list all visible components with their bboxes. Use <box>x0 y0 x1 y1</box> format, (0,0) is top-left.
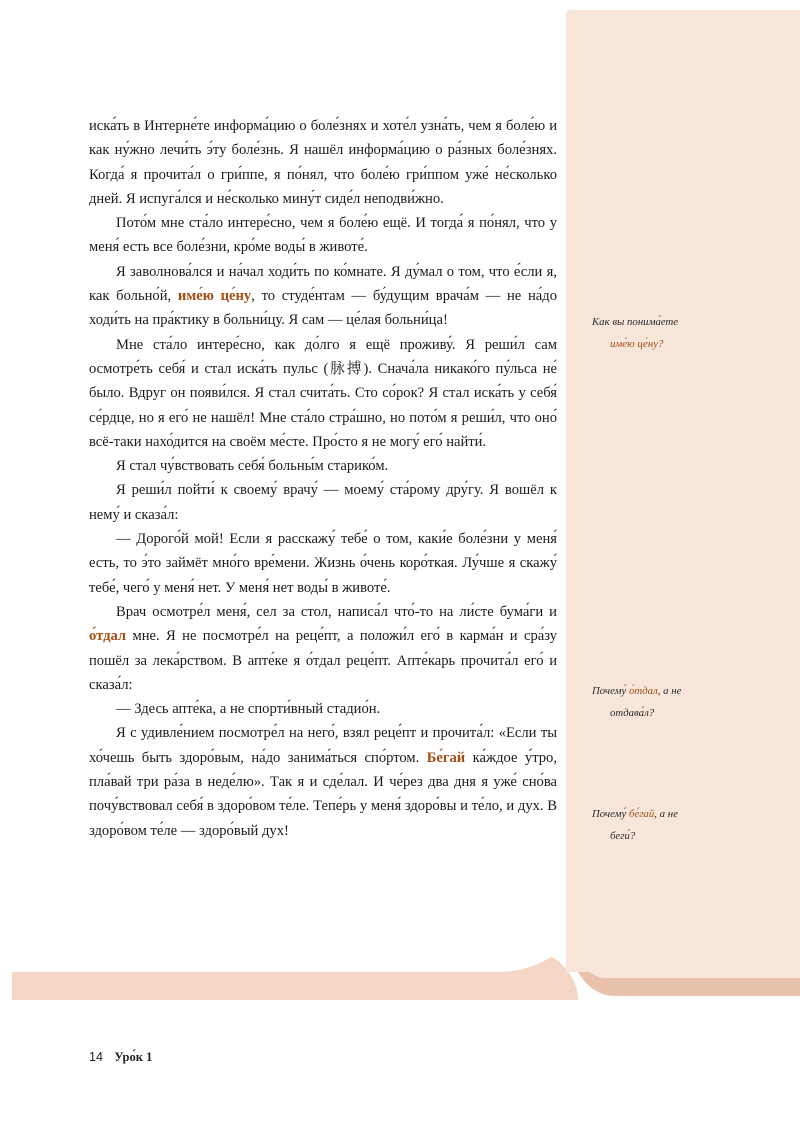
paragraph <box>89 454 557 478</box>
note-line <box>592 316 678 328</box>
note-accent-text: бе́гай <box>628 808 655 820</box>
bottom-band-cutout <box>12 900 578 972</box>
note-accent-text: име́ю це́ну? <box>610 338 664 350</box>
paragraph <box>89 333 557 454</box>
page-footer <box>89 1050 152 1065</box>
note-text: беги́? <box>610 830 636 842</box>
sidebar-curl <box>566 896 800 978</box>
note-line <box>592 825 678 847</box>
note-text: отдава́л? <box>610 707 655 719</box>
margin-note-1 <box>592 311 678 355</box>
note-text: Как вы понима́ете <box>592 316 679 328</box>
text-run: Врач осмотре́л меня́, сел за стол, написа́л что́-то на ли́сте бума́ги и <box>116 603 557 620</box>
paragraph <box>89 697 557 721</box>
margin-note-2 <box>592 680 681 724</box>
note-line <box>592 808 678 820</box>
text-run: — Дорого́й мой! Если я расскажу́ тебе́ о том, каки́е боле́зни у меня́ есть, то э́то займёт мно́го вре́мени. Жизнь о́чень коро́ткая. Лу́чше я скажу́ тебе́, чего́ у меня́ нет. У меня́ нет воды́ в животе́. <box>89 531 557 596</box>
paragraph <box>89 527 557 600</box>
note-text: , а не <box>654 808 678 820</box>
text-run: Мне ста́ло интере́сно, как до́лго я ещё проживу́. Я реши́л сам осмотре́ть себя́ и стал иска́ть пульс (脉搏). Снача́ла никако́го пу́льса не́ было. Вдруг он появи́лся. Я стал счита́ть. Сто со́рок? Я стал иска́ть у себя́ се́рдце, но я его́ не нашёл! Мне ста́ло стра́шно, но пото́м я реши́л, что оно́ всё-таки нахо́дится на своём ме́сте. Про́сто я не могу́ его́ найти́. <box>89 336 557 450</box>
text-run: ка́ждое у́тро, пла́вай три ра́за в неде́лю». Так я и сде́лал. И че́рез два дня я уже́ сно́ва почу́вствовал себя́ в здоро́вом те́ле. Тепе́рь у меня́ здоро́вы и те́ло, и дух. В здоро́вом те́ле — здоро́вый дух! <box>89 749 557 839</box>
paragraph <box>89 211 557 260</box>
text-run: Я с удивле́нием посмотре́л на него́, взял реце́пт и прочита́л: «Если ты хо́чешь быть здоро́вым, на́до занима́ться спо́ртом. <box>89 725 557 766</box>
note-line <box>592 702 681 724</box>
text-run: Пото́м мне ста́ло интере́сно, чем я боле́ю ещё. И тогда́ я по́нял, что у меня́ есть все боле́зни, кро́ме воды́ в животе́. <box>89 215 557 256</box>
note-text: Почему́ <box>592 808 629 820</box>
text-run: — Здесь апте́ка, а не спорти́вный стадио́н. <box>116 701 381 718</box>
page-number: 14 <box>89 1050 103 1064</box>
text-run: мне. Я не посмотре́л на реце́пт, а положи́л его́ в карма́н и сра́зу пошёл за лека́рством. В апте́ке я о́тдал реце́пт. Апте́карь прочита́л его́ и сказа́л: <box>89 628 557 693</box>
lesson-label: Уро́к 1 <box>114 1050 153 1064</box>
paragraph <box>89 260 557 333</box>
text-run: иска́ть в Интерне́те информа́цию о боле́знях и хоте́л узна́ть, чем я боле́ю и как ну́жно лечи́ть э́ту боле́знь. Я нашёл информа́цию о ра́зных боле́знях. Когда́ я прочита́л о гри́ппе, я по́нял, что боле́ю гри́ппом уже́ не́сколько дней. Я испуга́лся и не́сколько мину́т сиде́л неподви́жно. <box>89 118 557 207</box>
note-accent-text: о́тдал <box>628 685 658 697</box>
margin-note-3 <box>592 803 678 847</box>
paragraph <box>89 721 557 842</box>
story-text <box>89 114 557 843</box>
paragraph <box>89 600 557 697</box>
highlighted-phrase: име́ю це́ну <box>177 288 252 305</box>
note-line <box>592 333 678 355</box>
paragraph <box>89 114 557 211</box>
paragraph <box>89 478 557 527</box>
note-line <box>592 685 681 697</box>
note-text: , а не <box>657 685 682 697</box>
text-run: Я заволнова́лся и на́чал ходи́ть по ко́мнате. Я ду́мал о том, что е́сли я, как больно́й, <box>89 263 557 305</box>
text-run: Я стал чу́вствовать себя́ больны́м старико́м. <box>116 458 389 475</box>
highlighted-word: о́тдал <box>89 628 127 645</box>
note-text: Почему́ <box>592 685 629 697</box>
text-run: , то студе́нтам — бу́дущим врача́м — не на́до ходи́ть на пра́ктику в больни́цу. Я сам — це́лая больни́ца! <box>89 288 557 329</box>
text-run: Я реши́л пойти́ к своему́ врачу́ — моему́ ста́рому дру́гу. Я вошёл к нему́ и сказа́л: <box>89 482 557 523</box>
highlighted-word: Бе́гай <box>426 749 466 766</box>
